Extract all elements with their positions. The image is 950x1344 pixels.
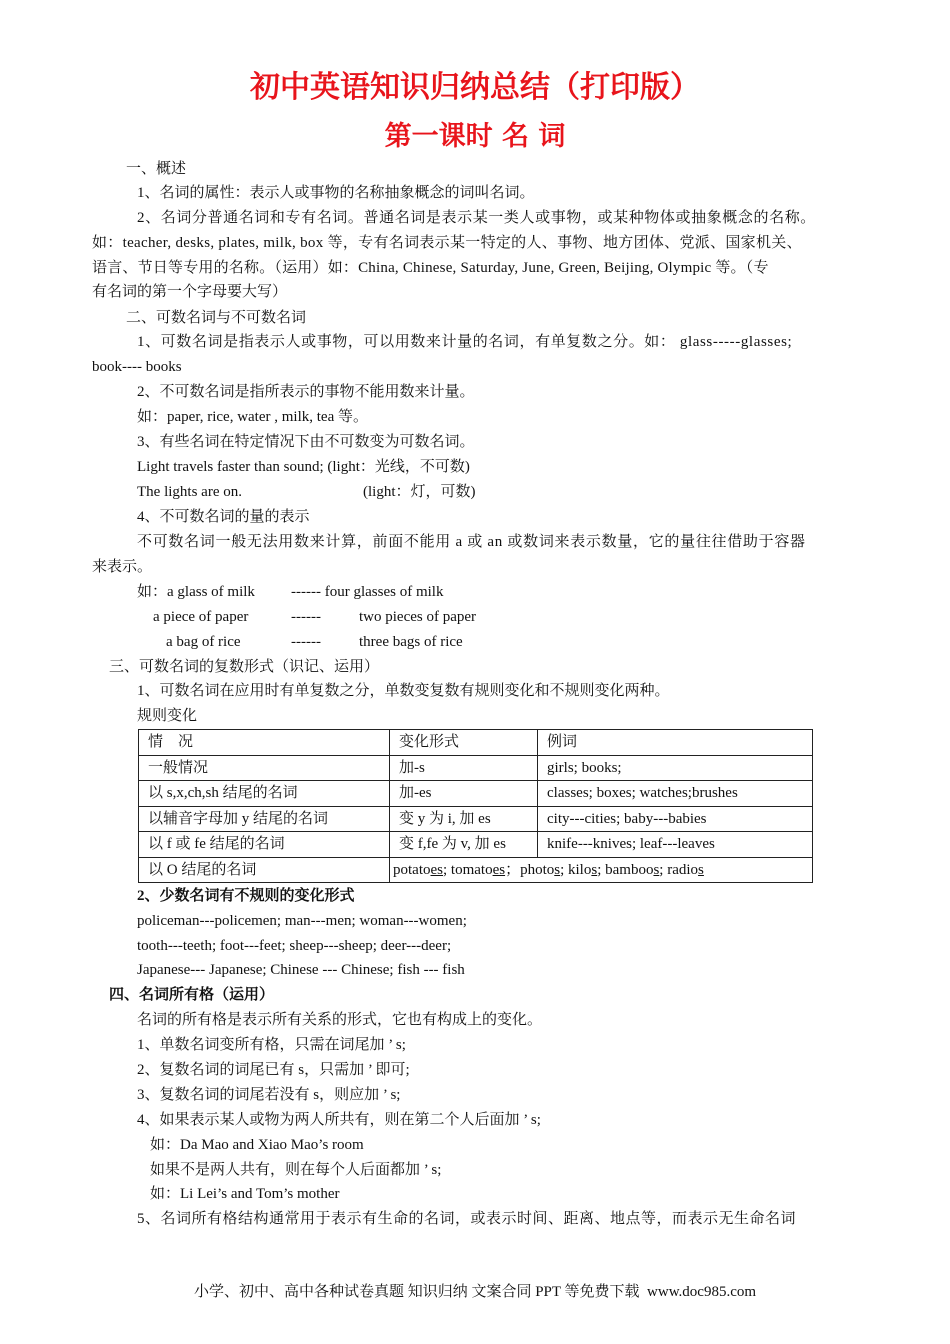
example-line: ------ — [291, 634, 321, 650]
paragraph-line: (light：灯，可数) — [363, 484, 476, 500]
paragraph-line: 2、不可数名词是指所表示的事物不能用数来计量。 — [137, 384, 475, 400]
suffix-text: s — [698, 861, 704, 878]
example-line: two pieces of paper — [359, 609, 477, 625]
paragraph-line: The lights are on. — [137, 484, 242, 500]
table-cell-examples — [390, 857, 813, 883]
paragraph-line: 2、名词分普通名词和专有名词。普通名词是表示某一类人或事物，或某种物体或抽象概念的名称。 — [137, 210, 816, 226]
table-cell: 加-s — [390, 755, 538, 781]
lesson-title: 第一课时 名 词 — [384, 121, 566, 152]
paragraph-line: 语言、节日等专用的名称。（运用）如：China, Chinese, Saturday, June, Green, Beijing, Olympic 等。（专 — [92, 260, 769, 276]
plural-rules-table — [138, 729, 813, 883]
paragraph-line: 1、名词的属性：表示人或事物的名称抽象概念的词叫名词。 — [137, 185, 535, 201]
table-cell: 一般情况 — [139, 755, 390, 781]
table-row — [139, 832, 813, 858]
table-header-row — [139, 730, 813, 756]
paragraph-line: 如：paper, rice, water , milk, tea 等。 — [137, 409, 368, 425]
paragraph-line: 不可数名词一般无法用数来计算，前面不能用 a 或 an 或数词来表示数量，它的量往往借助于容器 — [137, 534, 806, 550]
table-header: 情 况 — [139, 730, 390, 756]
table-cell: knife---knives; leaf---leaves — [538, 832, 813, 858]
example-line: 如：a glass of milk — [137, 584, 255, 600]
paragraph-line: 名词的所有格是表示所有关系的形式，它也有构成上的变化。 — [137, 1012, 543, 1028]
example-text: ; radio — [659, 861, 699, 878]
example-line: policeman---policemen; man---men; woman---women; — [137, 913, 467, 929]
table-cell: 变 y 为 i, 加 es — [390, 806, 538, 832]
suffix-text: s — [591, 861, 598, 878]
section-heading: 四、名词所有格（运用） — [109, 987, 275, 1003]
paragraph-line: 1、可数名词是指表示人或事物，可以用数来计量的名词，有单复数之分。如： glass-----glasses; — [137, 334, 793, 350]
section-heading: 一、概述 — [126, 161, 187, 177]
example-text: ；photo — [505, 861, 555, 878]
table-header: 例词 — [538, 730, 813, 756]
table-cell: classes; boxes; watches;brushes — [538, 781, 813, 807]
paragraph-heading: 2、少数名词有不规则的变化形式 — [137, 888, 355, 904]
paragraph-line: 如果不是两人共有，则在每个人后面都加 ’ s; — [150, 1162, 442, 1178]
paragraph-line: 4、如果表示某人或物为两人所共有，则在第二个人后面加 ’ s; — [137, 1112, 541, 1128]
table-cell: 以 s,x,ch,sh 结尾的名词 — [139, 781, 390, 807]
table-row — [139, 781, 813, 807]
table-cell: city---cities; baby---babies — [538, 806, 813, 832]
example-text: ; kilo — [560, 861, 592, 878]
example-text: ; bamboo — [597, 861, 654, 878]
document-title: 初中英语知识归纳总结（打印版） — [250, 70, 700, 105]
paragraph-line: 如：teacher, desks, plates, milk, box 等，专有名词表示某一特定的人、事物、地方团体、党派、国家机关、 — [92, 235, 802, 251]
example-text: ; tomato — [443, 861, 493, 878]
example-line: 如：Li Lei’s and Tom’s mother — [150, 1186, 340, 1202]
example-line: 如：Da Mao and Xiao Mao’s room — [150, 1137, 364, 1153]
example-text: potato — [393, 861, 431, 878]
paragraph-line: book---- books — [92, 359, 182, 375]
table-cell: 以 O 结尾的名词 — [139, 857, 390, 883]
example-line: tooth---teeth; foot---feet; sheep---sheep; deer---deer; — [137, 938, 452, 954]
table-row — [139, 806, 813, 832]
table-cell: 以辅音字母加 y 结尾的名词 — [139, 806, 390, 832]
suffix-text: es — [430, 861, 443, 878]
example-line: Japanese--- Japanese; Chinese --- Chinese; fish --- fish — [137, 962, 465, 978]
suffix-text: s — [554, 861, 561, 878]
paragraph-line: 来表示。 — [92, 559, 153, 575]
table-row — [139, 755, 813, 781]
table-header: 变化形式 — [390, 730, 538, 756]
paragraph-line: 规则变化 — [137, 708, 198, 724]
footer-link[interactable]: www.doc985.com — [647, 1284, 757, 1300]
table-row — [139, 857, 813, 883]
paragraph-line: 4、不可数名词的量的表示 — [137, 509, 310, 525]
example-line: a bag of rice — [166, 634, 241, 650]
paragraph-line: Light travels faster than sound; (light：光线，不可数) — [137, 459, 470, 475]
paragraph-line: 3、复数名词的词尾若没有 s，则应加 ’ s; — [137, 1087, 401, 1103]
example-line: ------ — [291, 609, 321, 625]
example-line: a piece of paper — [153, 609, 249, 625]
suffix-text: es — [492, 861, 506, 878]
paragraph-line: 1、单数名词变所有格，只需在词尾加 ’ s; — [137, 1037, 406, 1053]
section-heading: 二、可数名词与不可数名词 — [126, 310, 307, 326]
table-cell: 加-es — [390, 781, 538, 807]
paragraph-line: 3、有些名词在特定情况下由不可数变为可数名词。 — [137, 434, 475, 450]
table-cell: 以 f 或 fe 结尾的名词 — [139, 832, 390, 858]
footer-text: 小学、初中、高中各种试卷真题 知识归纳 文案合同 PPT 等免费下载 — [193, 1284, 640, 1300]
footer — [0, 1280, 950, 1301]
example-line: ------ four glasses of milk — [291, 584, 444, 600]
example-line: three bags of rice — [359, 634, 463, 650]
table-cell: girls; books; — [538, 755, 813, 781]
paragraph-line: 有名词的第一个字母要大写） — [92, 284, 288, 300]
section-heading: 三、可数名词的复数形式（识记、运用） — [109, 659, 380, 675]
suffix-text: s — [653, 861, 660, 878]
table-cell: 变 f,fe 为 v, 加 es — [390, 832, 538, 858]
paragraph-line: 5、名词所有格结构通常用于表示有生命的名词，或表示时间、距离、地点等，而表示无生命名词 — [137, 1211, 797, 1227]
paragraph-line: 2、复数名词的词尾已有 s，只需加 ’ 即可; — [137, 1062, 410, 1078]
paragraph-line: 1、可数名词在应用时有单复数之分，单数变复数有规则变化和不规则变化两种。 — [137, 683, 670, 699]
